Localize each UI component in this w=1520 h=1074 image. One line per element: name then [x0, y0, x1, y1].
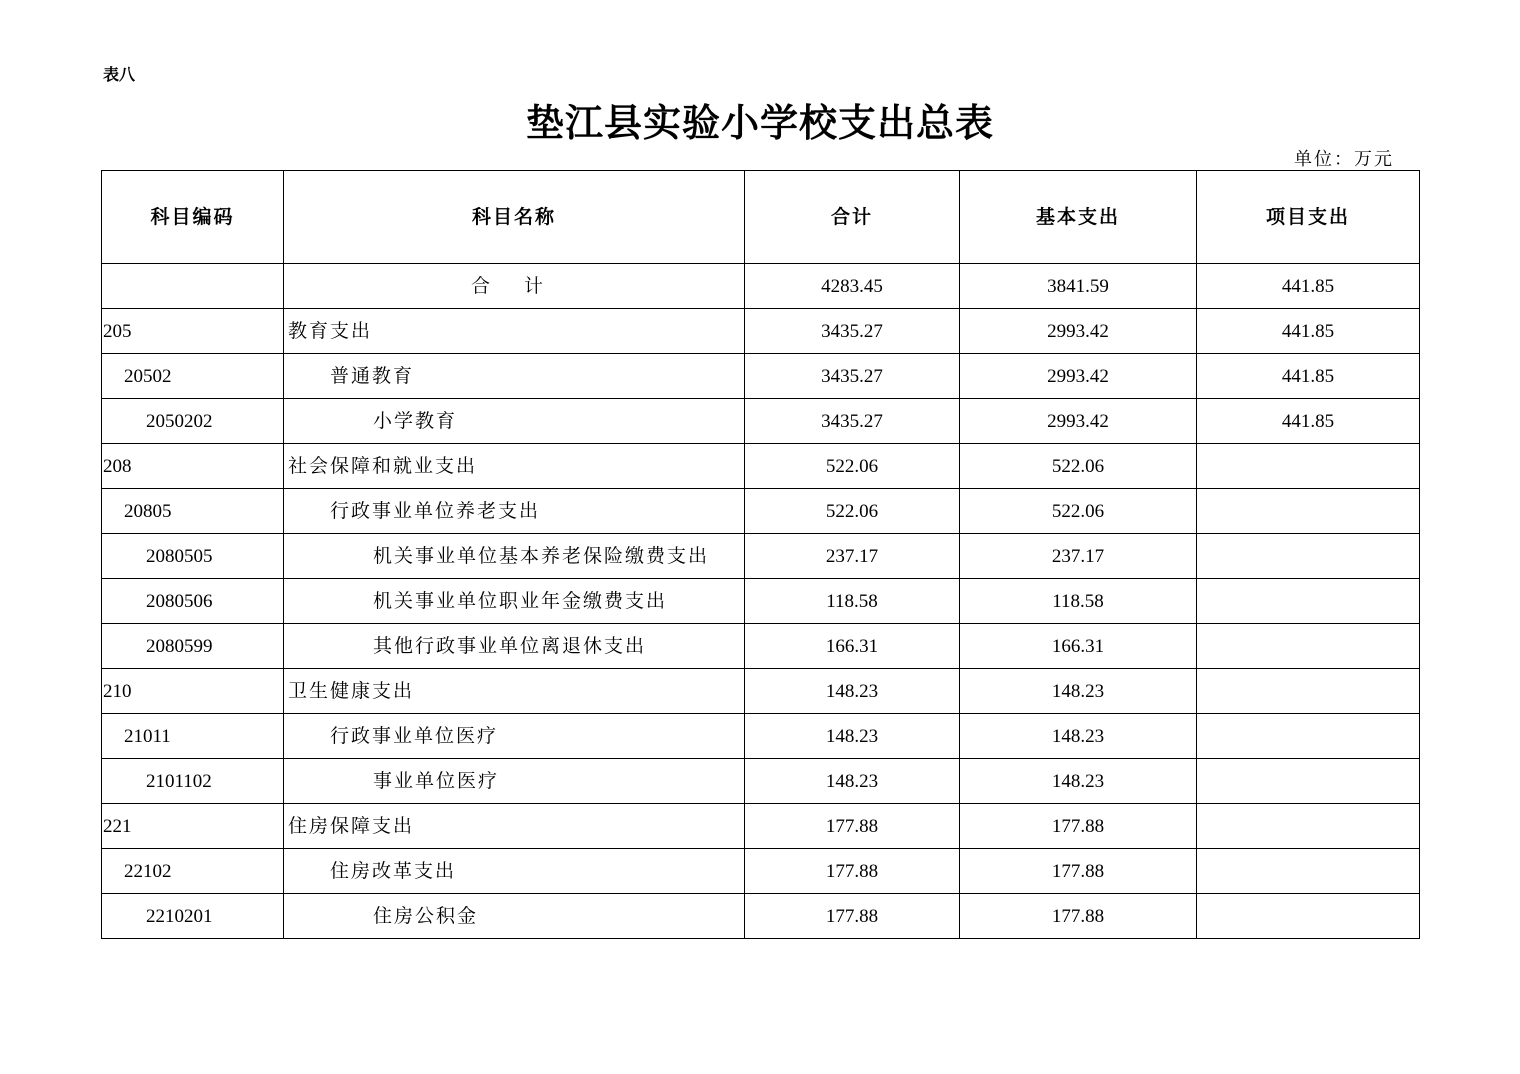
row-basic: 177.88 — [960, 804, 1197, 849]
row-basic: 2993.42 — [960, 399, 1197, 444]
row-code: 2210201 — [102, 894, 284, 939]
row-total: 3435.27 — [745, 399, 960, 444]
row-project — [1197, 804, 1420, 849]
total-row — [102, 264, 1420, 309]
table-row — [102, 579, 1420, 624]
table-body — [102, 264, 1420, 939]
total-row-code — [102, 264, 284, 309]
row-code: 205 — [102, 309, 284, 354]
row-code: 221 — [102, 804, 284, 849]
row-code: 22102 — [102, 849, 284, 894]
header-basic: 基本支出 — [960, 171, 1197, 264]
row-basic: 522.06 — [960, 489, 1197, 534]
row-basic: 522.06 — [960, 444, 1197, 489]
row-project — [1197, 624, 1420, 669]
row-basic: 148.23 — [960, 714, 1197, 759]
row-project: 441.85 — [1197, 354, 1420, 399]
table-number-label: 表八 — [103, 65, 136, 84]
row-code: 20502 — [102, 354, 284, 399]
row-basic: 2993.42 — [960, 309, 1197, 354]
row-name: 事业单位医疗 — [284, 759, 745, 804]
row-name: 住房公积金 — [284, 894, 745, 939]
row-project — [1197, 759, 1420, 804]
table-row — [102, 804, 1420, 849]
row-name: 机关事业单位职业年金缴费支出 — [284, 579, 745, 624]
header-row — [102, 171, 1420, 264]
row-project: 441.85 — [1197, 399, 1420, 444]
table-row — [102, 444, 1420, 489]
table-row — [102, 849, 1420, 894]
row-total: 237.17 — [745, 534, 960, 579]
row-name: 行政事业单位养老支出 — [284, 489, 745, 534]
row-code: 2080599 — [102, 624, 284, 669]
row-code: 21011 — [102, 714, 284, 759]
row-total: 148.23 — [745, 759, 960, 804]
unit-label: 单位：万元 — [1294, 149, 1394, 170]
row-name: 其他行政事业单位离退休支出 — [284, 624, 745, 669]
row-name: 教育支出 — [284, 309, 745, 354]
row-total: 522.06 — [745, 489, 960, 534]
row-project — [1197, 849, 1420, 894]
row-basic: 118.58 — [960, 579, 1197, 624]
row-project — [1197, 444, 1420, 489]
table-row — [102, 669, 1420, 714]
row-total: 148.23 — [745, 714, 960, 759]
total-row-total: 4283.45 — [745, 264, 960, 309]
row-total: 522.06 — [745, 444, 960, 489]
row-total: 177.88 — [745, 804, 960, 849]
header-total: 合计 — [745, 171, 960, 264]
row-basic: 2993.42 — [960, 354, 1197, 399]
table-row — [102, 759, 1420, 804]
header-project: 项目支出 — [1197, 171, 1420, 264]
row-total: 177.88 — [745, 849, 960, 894]
page-title: 垫江县实验小学校支出总表 — [525, 100, 994, 145]
row-total: 148.23 — [745, 669, 960, 714]
row-project — [1197, 489, 1420, 534]
table-row — [102, 354, 1420, 399]
row-basic: 237.17 — [960, 534, 1197, 579]
table-row — [102, 534, 1420, 579]
row-project — [1197, 714, 1420, 759]
row-name: 社会保障和就业支出 — [284, 444, 745, 489]
row-basic: 177.88 — [960, 894, 1197, 939]
row-project — [1197, 534, 1420, 579]
table-header — [102, 171, 1420, 264]
table-row — [102, 894, 1420, 939]
row-total: 177.88 — [745, 894, 960, 939]
row-basic: 148.23 — [960, 759, 1197, 804]
row-basic: 166.31 — [960, 624, 1197, 669]
row-total: 166.31 — [745, 624, 960, 669]
row-code: 20805 — [102, 489, 284, 534]
row-name: 卫生健康支出 — [284, 669, 745, 714]
header-code: 科目编码 — [102, 171, 284, 264]
row-name: 行政事业单位医疗 — [284, 714, 745, 759]
row-total: 3435.27 — [745, 309, 960, 354]
row-name: 机关事业单位基本养老保险缴费支出 — [284, 534, 745, 579]
row-basic: 148.23 — [960, 669, 1197, 714]
row-basic: 177.88 — [960, 849, 1197, 894]
row-code: 2050202 — [102, 399, 284, 444]
row-code: 2101102 — [102, 759, 284, 804]
table-row — [102, 624, 1420, 669]
table-row — [102, 489, 1420, 534]
row-code: 2080506 — [102, 579, 284, 624]
total-row-project: 441.85 — [1197, 264, 1420, 309]
row-project — [1197, 669, 1420, 714]
table-row — [102, 714, 1420, 759]
expenditure-table — [101, 170, 1420, 939]
row-code: 210 — [102, 669, 284, 714]
row-total: 3435.27 — [745, 354, 960, 399]
row-name: 普通教育 — [284, 354, 745, 399]
total-row-basic: 3841.59 — [960, 264, 1197, 309]
row-code: 2080505 — [102, 534, 284, 579]
row-name: 小学教育 — [284, 399, 745, 444]
row-project: 441.85 — [1197, 309, 1420, 354]
row-project — [1197, 579, 1420, 624]
row-code: 208 — [102, 444, 284, 489]
header-name: 科目名称 — [284, 171, 745, 264]
table-row — [102, 309, 1420, 354]
total-row-name: 合 计 — [284, 264, 745, 309]
row-project — [1197, 894, 1420, 939]
row-total: 118.58 — [745, 579, 960, 624]
row-name: 住房保障支出 — [284, 804, 745, 849]
table-row — [102, 399, 1420, 444]
row-name: 住房改革支出 — [284, 849, 745, 894]
